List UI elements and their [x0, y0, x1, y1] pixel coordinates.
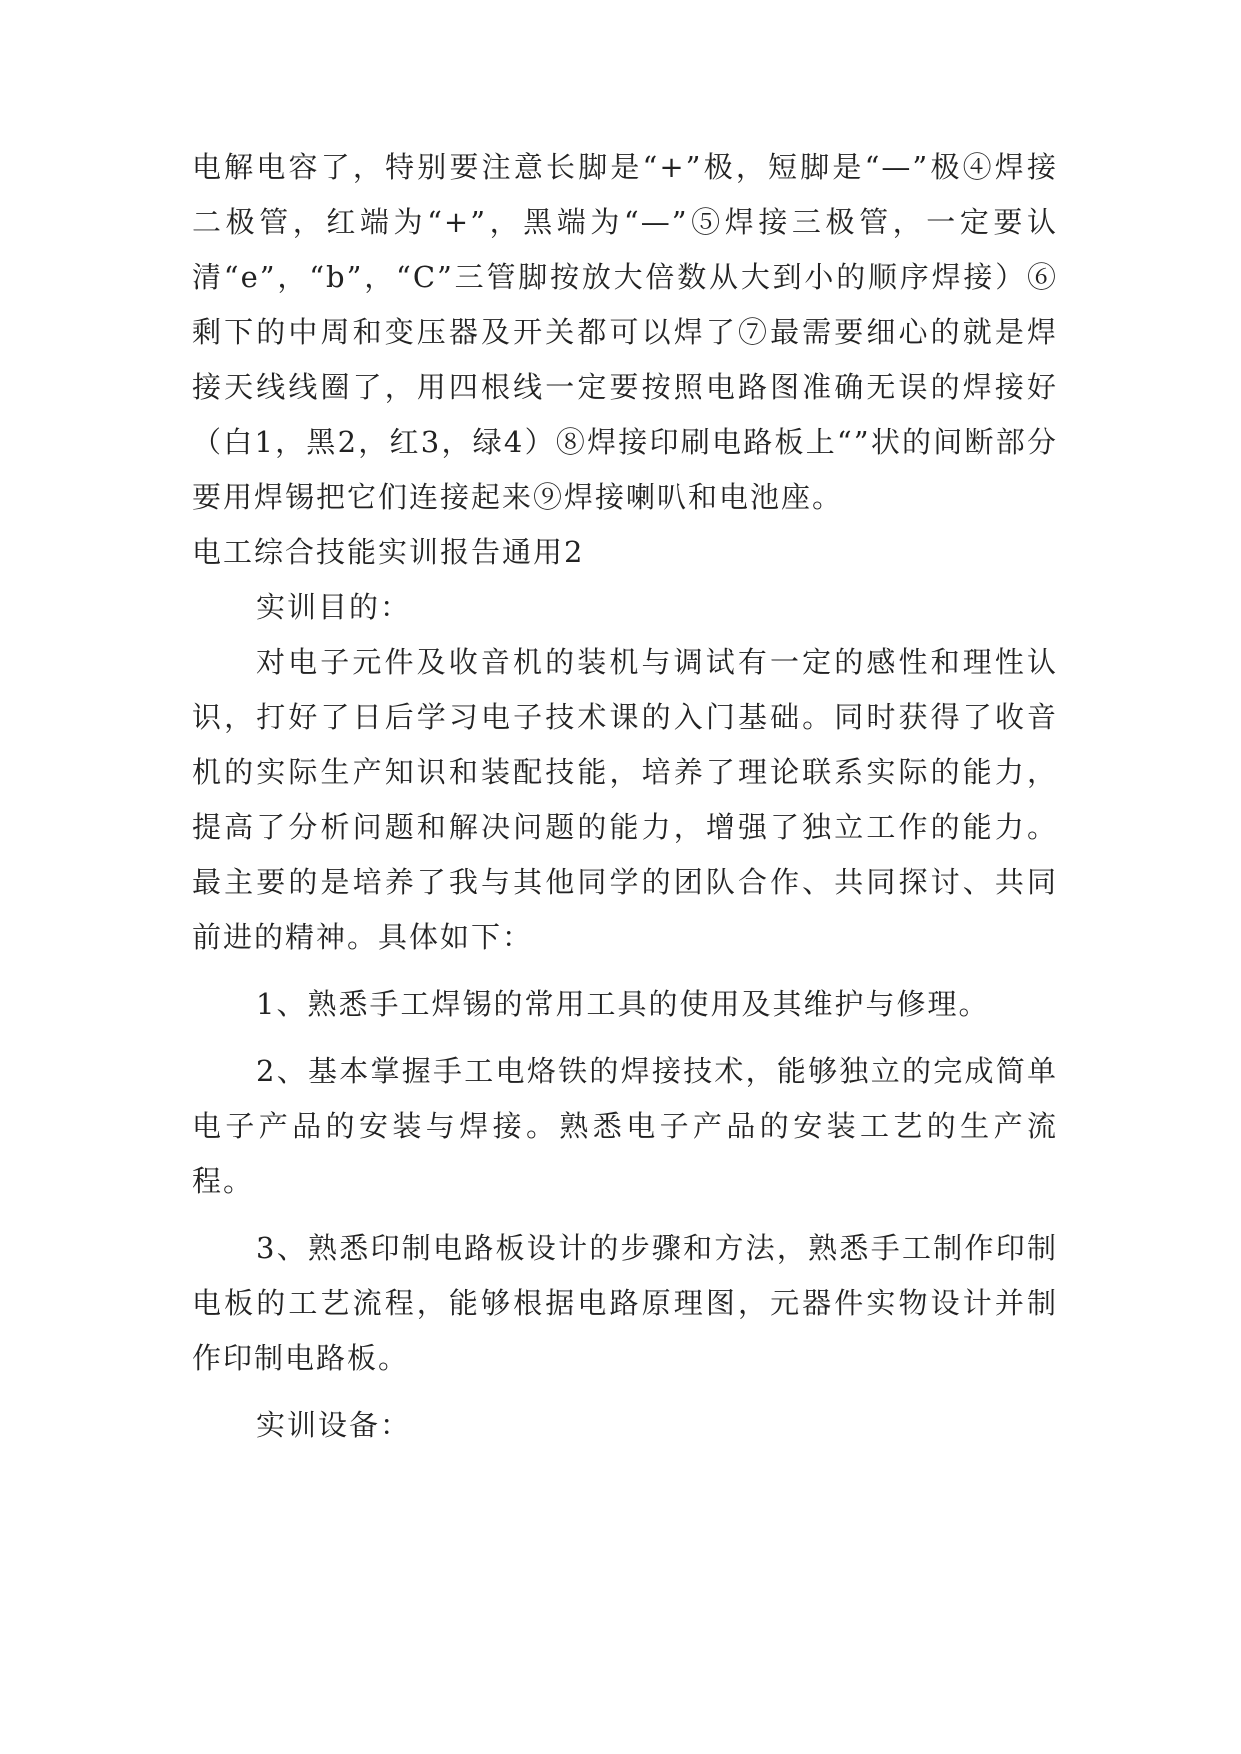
document-body — [192, 140, 1058, 1453]
purpose-paragraph: 对电子元件及收音机的装机与调试有一定的感性和理性认识，打好了日后学习电子技术课的入门基础。同时获得了收音机的实际生产知识和装配技能，培养了理论联系实际的能力，提高了分析问题和解决问题的能力，增强了独立工作的能力。最主要的是培养了我与其他同学的团队合作、共同探讨、共同前进的精神。具体如下： — [192, 645, 1058, 954]
section-title: 电工综合技能实训报告通用2 — [192, 535, 585, 569]
equipment-heading: 实训设备： — [256, 1408, 412, 1442]
list-item-1: 1、熟悉手工焊锡的常用工具的使用及其维护与修理。 — [256, 987, 990, 1021]
list-item-3: 3、熟悉印制电路板设计的步骤和方法，熟悉手工制作印制电板的工艺流程，能够根据电路原理图，元器件实物设计并制作印制电路板。 — [192, 1231, 1058, 1375]
purpose-heading: 实训目的： — [256, 590, 412, 624]
list-item-2: 2、基本掌握手工电烙铁的焊接技术，能够独立的完成简单电子产品的安装与焊接。熟悉电子产品的安装工艺的生产流程。 — [192, 1054, 1058, 1198]
intro-paragraph: 电解电容了，特别要注意长脚是“+”极，短脚是“—”极④焊接二极管，红端为“+”，黑端为“—”⑤焊接三极管，一定要认清“e”，“b”，“C”三管脚按放大倍数从大到小的顺序焊接）⑥剩下的中周和变压器及开关都可以焊了⑦最需要细心的就是焊接天线线圈了，用四根线一定要按照电路图准确无误的焊接好（白1，黑2，红3，绿4）⑧焊接印刷电路板上“”状的间断部分要用焊锡把它们连接起来⑨焊接喇叭和电池座。 — [192, 150, 1058, 514]
